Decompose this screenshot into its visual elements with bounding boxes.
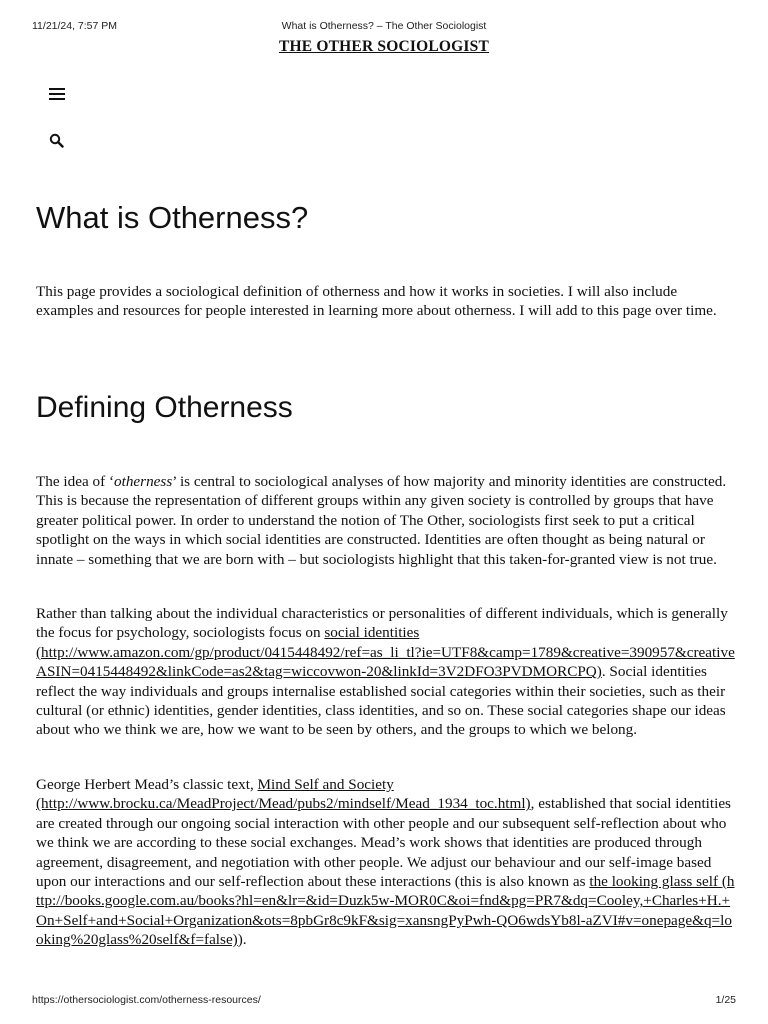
paragraph-social-identities: Rather than talking about the individual characteristics or personalities of different individuals, which is generally the focus for psychology, sociologists focus on social identities (http://www.amazon.com/gp/product/0415448492/ref=as_li_tl?ie=UTF8&camp=1789&creative=390957&creativeASIN=0415448492&linkCode=as2&tag=wiccovwon-20&linkId=3V2DFO3PVDMORCPQ). Social identities reflect the way individuals and groups internalise established social categories within their societies, such as their cultural (or ethnic) identities, gender identities, class identities, and so on. These social categories shape our ideas about who we think we are, how we want to be seen by others, and the groups to which we belong.: [36, 605, 735, 739]
looking-glass-self-url: (http://books.google.com.au/books?hl=en&lr=&id=Duzk5w-MOR0C&oi=fnd&pg=PR7&dq=Cooley,+Charles+H.+On+Self+and+Social+Organization&ots=8pbGr8c9kF&sig=xansngPyPwh-QO6wdsYb8l-aZVI#v=onepage&q=looking%20glass%20self&f=false): [36, 873, 735, 949]
site-title-link[interactable]: THE OTHER SOCIOLOGIST: [278, 38, 490, 55]
hamburger-menu-icon[interactable]: [49, 88, 67, 102]
search-icon[interactable]: [49, 133, 65, 149]
print-page-number: 1/25: [715, 994, 736, 1006]
paragraph-otherness: The idea of ‘otherness’ is central to sociological analyses of how majority and minority identities are constructed. This is because the representation of different groups within any given society is controlled by groups that have greater political power. In order to understand the notion of The Other, sociologists first seek to put a critical spotlight on the ways in which social identities are constructed. Identities are often thought as being natural or innate – something that we are born with – but sociologists highlight that this taken-for-granted view is not true.: [36, 473, 727, 568]
looking-glass-self-link[interactable]: the looking glass self (http://books.google.com.au/books?hl=en&lr=&id=Duzk5w-MOR0C&oi=fnd&pg=PR7&dq=Cooley,+Charles+H.+On+Self+and+Social+Organization&ots=8pbGr8c9kF&sig=xansngPyPwh-QO6wdsYb8l-aZVI#v=onepage&q=looking%20glass%20self&f=false): [36, 873, 735, 949]
print-header: [0, 18, 768, 34]
print-footer: [0, 992, 768, 1008]
print-url: https://othersociologist.com/otherness-resources/: [32, 994, 261, 1006]
mind-self-society-link[interactable]: Mind Self and Society (http://www.brocku.ca/MeadProject/Mead/pubs2/mindself/Mead_1934_toc.html): [36, 776, 531, 813]
social-identities-url: (http://www.amazon.com/gp/product/0415448492/ref=as_li_tl?ie=UTF8&camp=1789&creative=390957&creativeASIN=0415448492&linkCode=as2&tag=wiccovwon-20&linkId=3V2DFO3PVDMORCPQ): [36, 643, 735, 681]
social-identities-link[interactable]: social identities (http://www.amazon.com/gp/product/0415448492/ref=as_li_tl?ie=UTF8&camp=1789&creative=390957&creativeASIN=0415448492&linkCode=as2&tag=wiccovwon-20&linkId=3V2DFO3PVDMORCPQ): [36, 624, 735, 681]
print-doc-title: What is Otherness? – The Other Sociologist: [281, 20, 487, 32]
paragraph-mead: George Herbert Mead’s classic text, Mind Self and Society (http://www.brocku.ca/MeadProject/Mead/pubs2/mindself/Mead_1934_toc.html), established that social identities are created through our ongoing social interaction with other people and our subsequent self-reflection about who we think we are according to these social exchanges. Mead’s work shows that identities are produced through agreement, disagreement, and negotiation with other people. We adjust our behaviour and our self-image based upon our interactions and our self-reflection about these interactions (this is also known as the looking glass self (http://books.google.com.au/books?hl=en&lr=&id=Duzk5w-MOR0C&oi=fnd&pg=PR7&dq=Cooley,+Charles+H.+On+Self+and+Social+Organization&ots=8pbGr8c9kF&sig=xansngPyPwh-QO6wdsYb8l-aZVI#v=onepage&q=looking%20glass%20self&f=false)).: [36, 776, 735, 949]
page-title: What is Otherness?: [36, 200, 309, 235]
otherness-term: otherness: [114, 473, 173, 490]
intro-paragraph: This page provides a sociological definition of otherness and how it works in societies. I will also include examples and resources for people interested in learning more about otherness. I will add to this page over time.: [36, 283, 717, 320]
section-heading: Defining Otherness: [36, 391, 293, 424]
print-datetime: 11/21/24, 7:57 PM: [32, 20, 118, 32]
mind-self-society-url: (http://www.brocku.ca/MeadProject/Mead/pubs2/mindself/Mead_1934_toc.html): [36, 795, 531, 813]
